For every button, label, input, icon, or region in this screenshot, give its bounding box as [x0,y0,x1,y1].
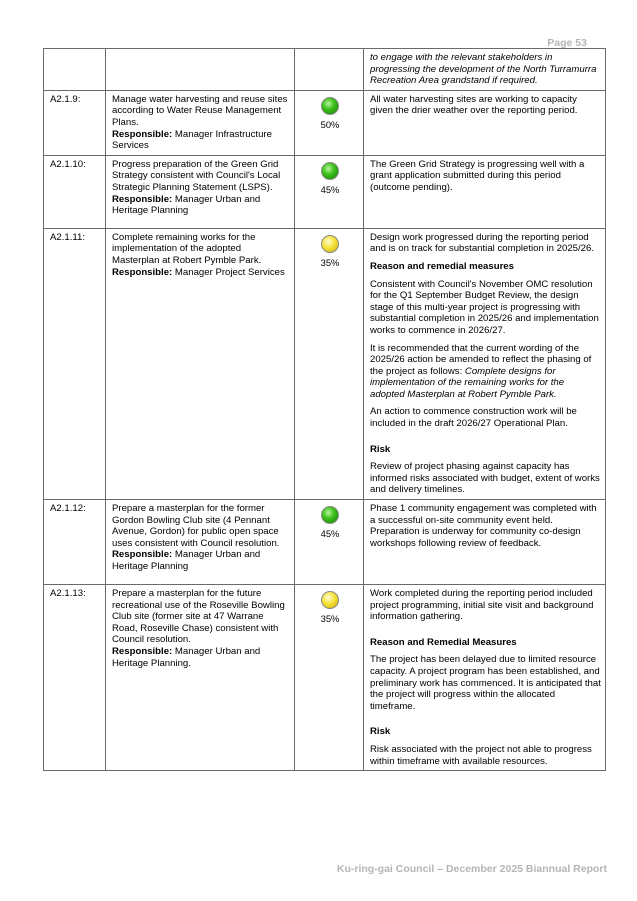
comment-text: Design work progressed during the reporting period and is on track for substantial completion in 2025/26. [370,231,594,255]
responsible-text: Manager Urban and Heritage Planning [112,549,261,572]
status-cell [295,155,364,228]
status-cell [295,49,364,91]
action-cell [106,155,295,228]
action-text: Manage water harvesting and reuse sites according to Water Reuse Management Plans. [112,93,288,128]
risk-heading: Risk [370,443,391,455]
comment-text: It is recommended that the current wording of the 2025/26 action be amended to reflect the phasing of the project as follows: [370,342,592,377]
comment-text: Consistent with Council's November OMC resolution for the Q1 September Budget Review, the design stage of this multi-year project is progressing with substantial completion in 2025/26 and implementation works to commence in 2026/27. [370,278,599,336]
yellow-status-light-icon [321,235,339,253]
comment-text: The Green Grid Strategy is progressing well with a grant application submitted during this period (outcome pending). [370,158,585,193]
action-id: A2.1.10: [44,155,106,228]
green-status-light-icon [321,97,339,115]
comment-text: Review of project phasing against capacity has informed risks associated with budget, extent of works and delivery timelines. [370,461,600,496]
reason-heading: Reason and Remedial Measures [370,636,517,648]
amended-action-text: Complete designs for implementation of the remaining works for the adopted Masterplan at Robert Pymble Park. [370,365,565,400]
comment-text: All water harvesting sites are working to capacity given the drier weather over the reporting period. [370,93,578,117]
action-cell [106,500,295,585]
status-cell [295,90,364,155]
action-text: Complete remaining works for the implementation of the adopted Masterplan at Robert Pymble Park. [112,231,262,266]
action-id-cell [44,49,106,91]
table-row-continued [44,49,606,91]
status-cell [295,228,364,499]
comment-cell [364,49,606,91]
yellow-status-light-icon [321,591,339,609]
action-cell [106,90,295,155]
table-row [44,500,606,585]
status-cell [295,585,364,771]
responsible-text: Manager Project Services [172,266,285,278]
action-cell [106,228,295,499]
comment-cell [364,585,606,771]
comment-text: Work completed during the reporting period included project programming, initial site visit and background information gathering. [370,588,594,623]
progress-percent: 35% [320,256,340,268]
action-cell [106,49,295,91]
reason-heading: Reason and remedial measures [370,260,514,272]
report-footer: Ku-ring-gai Council – December 2025 Biannual Report [336,863,607,875]
comment-cell [364,155,606,228]
green-status-light-icon [321,162,339,180]
responsible-label: Responsible: [112,266,173,278]
progress-percent: 45% [320,528,340,540]
comment-text: The project has been delayed due to limited resource capacity. A project program has been established, and preliminary work has commenced. It is anticipated that the project will progress within the allocated timeframe. [370,654,601,712]
recommendation-text [370,343,601,401]
responsible-label: Responsible: [112,549,173,561]
action-id: A2.1.9: [44,90,106,155]
comment-text: to engage with the relevant stakeholders in progressing the development of the North Turramurra Recreation Area grandstand if required. [370,52,597,87]
comment-text: An action to commence construction work will be included in the draft 2026/27 Operational Plan. [370,406,577,430]
progress-percent: 35% [320,613,340,625]
table-row [44,90,606,155]
operational-plan-table [43,48,606,771]
comment-cell [364,228,606,499]
progress-percent: 50% [320,118,340,130]
action-cell [106,585,295,771]
status-cell [295,500,364,585]
responsible-text: Manager Urban and Heritage Planning. [112,646,261,669]
responsible-text: Manager Urban and Heritage Planning [112,193,261,217]
action-id: A2.1.11: [44,228,106,499]
responsible-label: Responsible: [112,193,173,205]
action-text: Prepare a masterplan for the former Gordon Bowling Club site (4 Pennant Avenue, Gordon) for public open space uses consistent with Council resolution. [112,503,280,549]
action-text: Progress preparation of the Green Grid Strategy consistent with Council's Local Strategic Planning Statement (LSPS). [112,158,281,193]
comment-cell [364,500,606,585]
green-status-light-icon [321,506,339,524]
comment-text: Phase 1 community engagement was completed with a successful on-site community event held. Preparation is underway for community co-design workshops following review of feedback. [370,503,597,549]
responsible-label: Responsible: [112,646,173,657]
risk-heading: Risk [370,726,391,738]
page-number: Page 53 [547,37,587,49]
responsible-label: Responsible: [112,128,173,140]
action-id: A2.1.12: [44,500,106,585]
table-row [44,228,606,499]
table-row [44,155,606,228]
action-text: Prepare a masterplan for the future recreational use of the Roseville Bowling Club site (former site at 47 Warrane Road, Roseville Chase) consistent with Council resolution. [112,588,285,646]
responsible-text: Manager Infrastructure Services [112,128,272,152]
comment-cell [364,90,606,155]
progress-percent: 45% [320,183,340,195]
table-row [44,585,606,771]
action-id: A2.1.13: [44,585,106,771]
comment-text: Risk associated with the project not able to progress within timeframe with available resources. [370,743,592,767]
